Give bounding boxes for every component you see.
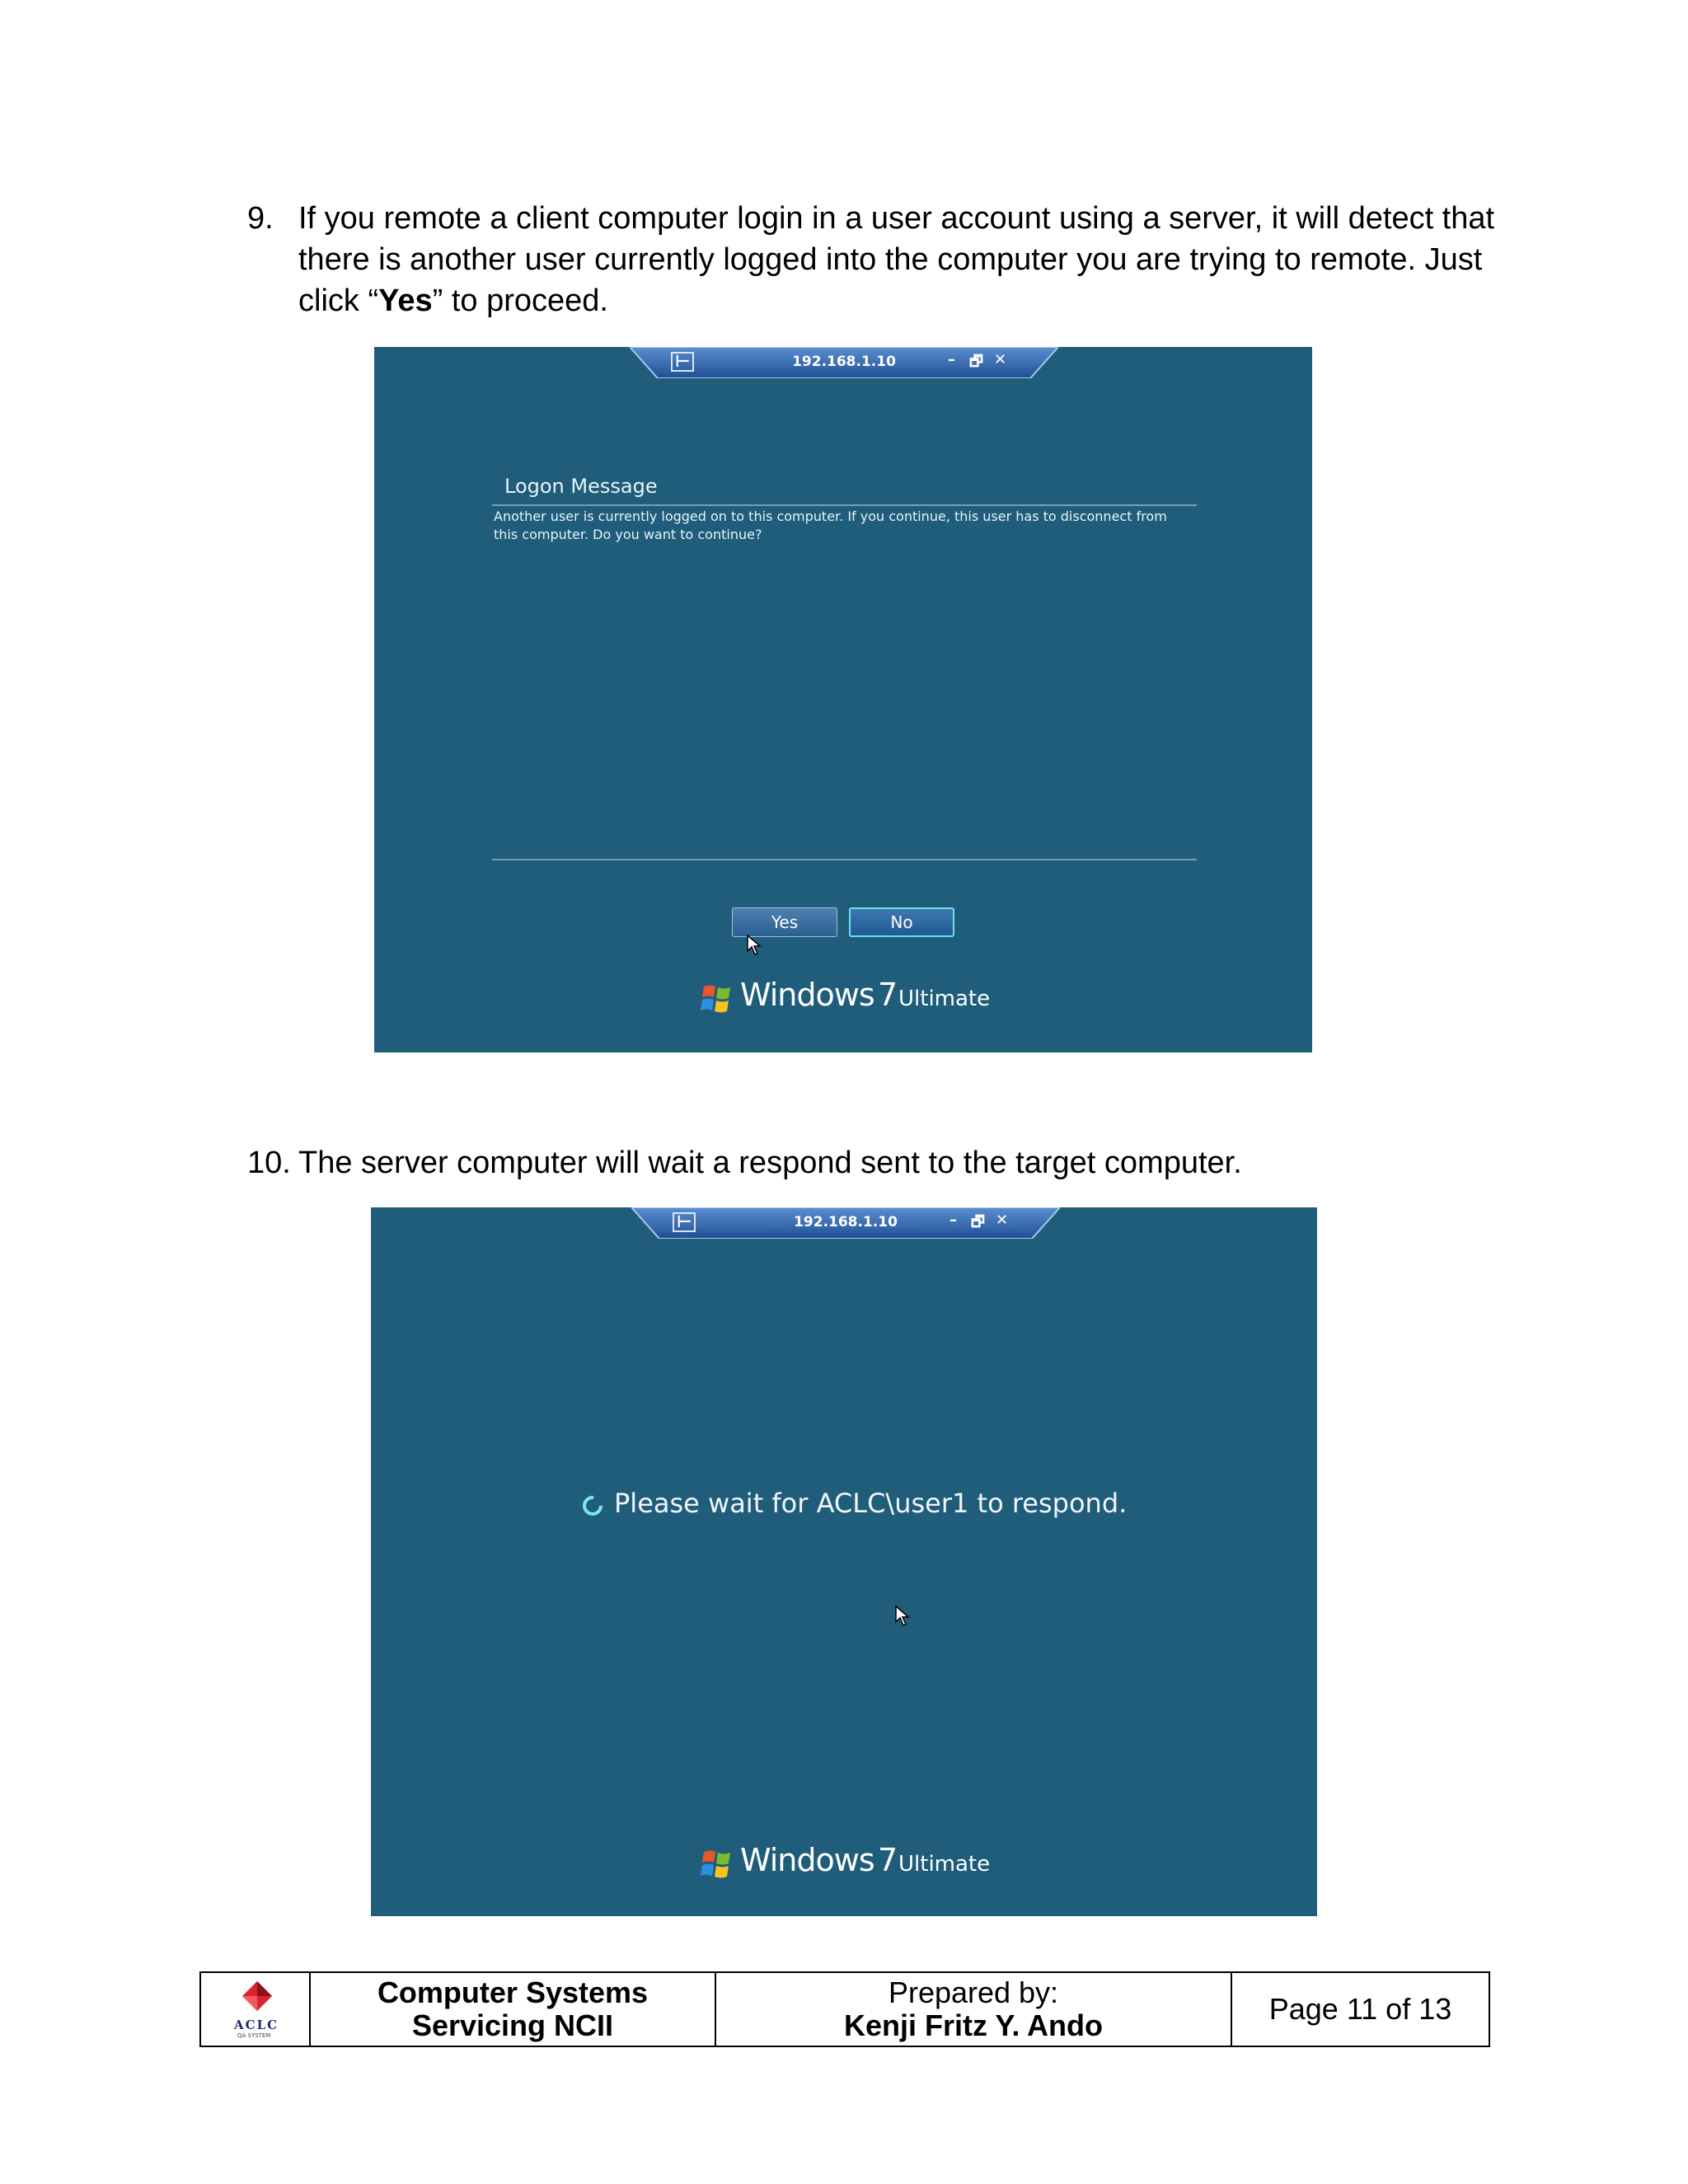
logon-message-title: Logon Message [504, 475, 658, 498]
rdp-connection-bar [630, 347, 1058, 378]
course-title-line1: Computer Systems [377, 1975, 649, 2009]
rdp-connection-bar [631, 1207, 1060, 1239]
close-icon[interactable]: ✕ [994, 351, 1007, 368]
windows7-brand [701, 1842, 997, 1883]
step-text-bold: Yes [378, 284, 433, 318]
footer-table [199, 1971, 1490, 2047]
footer-prepared-cell [716, 1973, 1232, 2046]
logo-text: ACLC [234, 2018, 279, 2032]
waiting-screenshot [371, 1207, 1317, 1916]
prepared-label: Prepared by: [888, 1975, 1059, 2009]
mouse-cursor-icon [895, 1605, 910, 1627]
minimize-icon[interactable]: – [948, 351, 955, 368]
brand-seven: 7 [878, 977, 898, 1013]
step-text [298, 198, 1502, 321]
prepared-name: Kenji Fritz Y. Ando [843, 2008, 1103, 2042]
course-title-line2: Servicing NCII [411, 2008, 614, 2042]
step-text: The server computer will wait a respond sent to the target computer. [298, 1146, 1242, 1180]
rdp-ip-address: 192.168.1.10 [794, 1214, 898, 1230]
windows7-brand [701, 977, 997, 1018]
brand-edition: Ultimate [898, 987, 991, 1011]
restore-icon[interactable]: 🗗 [969, 353, 983, 370]
brand-edition: Ultimate [898, 1852, 991, 1877]
brand-seven: 7 [878, 1842, 898, 1878]
footer-course-cell [311, 1973, 716, 2046]
brand-windows: Windows [740, 1842, 874, 1878]
pin-icon[interactable]: ⊢ [673, 1212, 696, 1232]
yes-button[interactable]: Yes [732, 907, 837, 937]
divider [492, 859, 1197, 860]
pin-icon[interactable]: ⊢ [671, 352, 694, 372]
logon-message-text: Another user is currently logged on to this computer. If you continue, this user has to disconnect from this computer. Do you want to continue? [494, 509, 1167, 542]
wait-message: Please wait for ACLC\user1 to respond. [614, 1488, 1128, 1519]
aclc-logo-icon [239, 1978, 275, 2014]
step-text-part: ” to proceed. [432, 284, 608, 318]
windows-flag-icon [701, 983, 734, 1013]
step-number: 9. [247, 201, 274, 236]
minimize-icon[interactable]: – [950, 1212, 957, 1229]
loading-spinner-icon [581, 1494, 604, 1517]
rdp-ip-address: 192.168.1.10 [792, 354, 896, 370]
step-number: 10. [247, 1146, 291, 1180]
no-button[interactable]: No [849, 907, 954, 937]
logo-subtext: QA SYSTEM [237, 2032, 271, 2039]
footer-logo-cell [201, 1973, 311, 2046]
close-icon[interactable]: ✕ [996, 1212, 1009, 1229]
step-text-part: If you remote a client computer login in a user account using a server, it will detect that there is another user currently logged into the computer you are trying to remote. Just click “ [298, 201, 1495, 318]
brand-windows: Windows [740, 977, 874, 1013]
logon-message-screenshot [374, 347, 1312, 1052]
divider [492, 504, 1197, 506]
footer-page-number: Page 11 of 13 [1268, 1992, 1452, 2026]
windows-flag-icon [701, 1849, 734, 1878]
restore-icon[interactable]: 🗗 [971, 1213, 985, 1230]
mouse-cursor-icon [747, 935, 762, 956]
